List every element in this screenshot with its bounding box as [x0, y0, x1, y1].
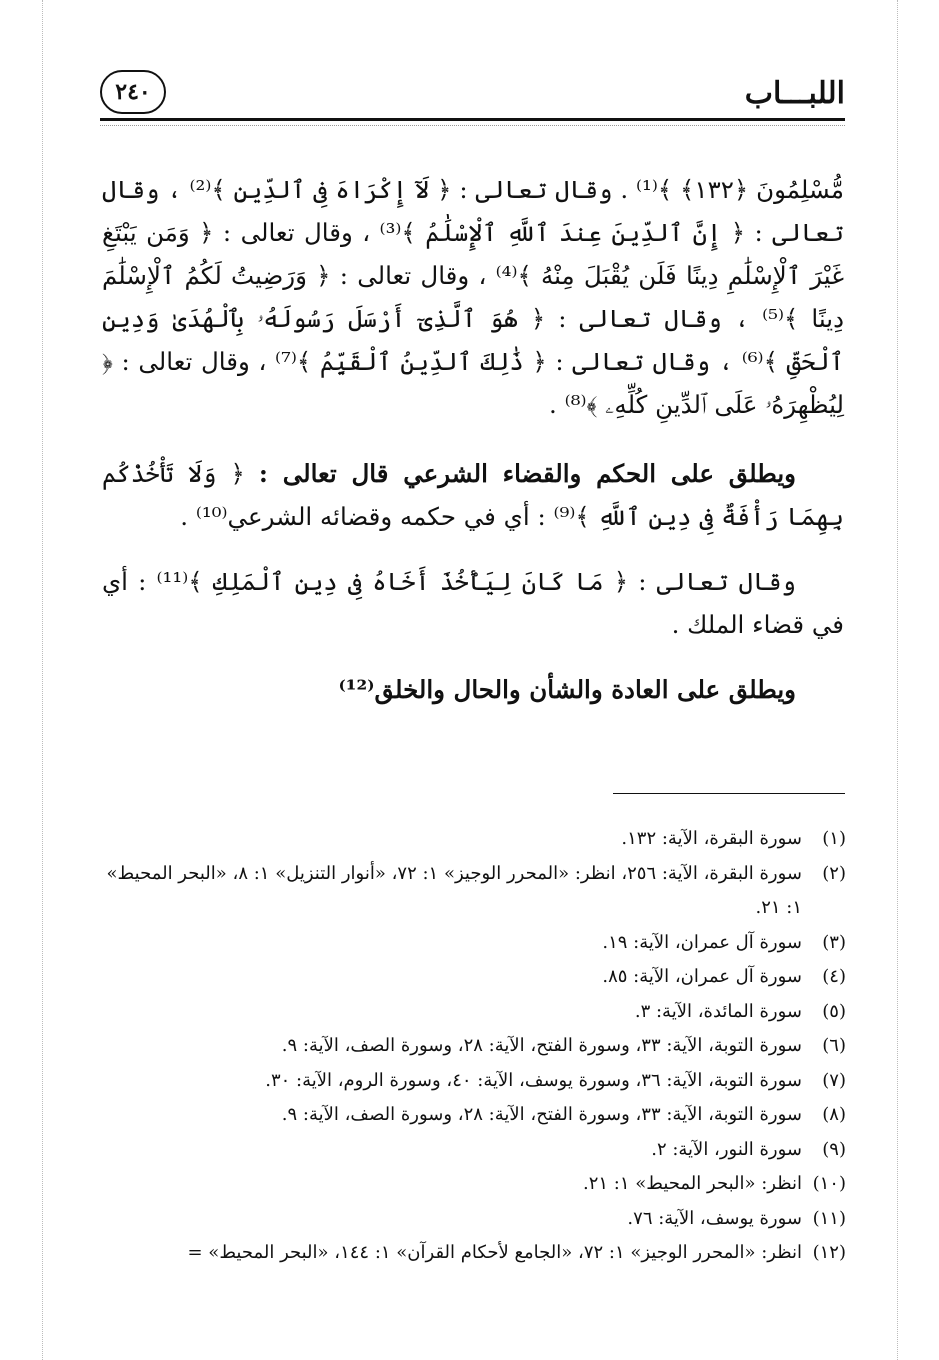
footnote-item: [102, 960, 852, 995]
footnote-item: [102, 1202, 852, 1237]
footnote-number: (٨): [822, 1104, 846, 1125]
footnote-text: سورة يوسف، الآية: ٧٦.: [627, 1207, 802, 1229]
footnote-number: (٣): [822, 931, 846, 953]
page-header: [100, 62, 845, 122]
footnote-number: (٤): [822, 966, 846, 987]
main-text: [102, 168, 844, 733]
footnote-text: سورة البقرة، الآية: ٢٥٦، انظر: «المحرر الوجيز» ١: ٧٢، «أنوار التنزيل» ١: ٨، «البحر المحيط» ١: ٢١.: [106, 862, 802, 918]
paragraph-custom: ويطلق على العادة والشأن والحال والخلق⁽¹²⁾: [338, 675, 796, 704]
footnote-number: (٢): [822, 862, 846, 884]
footnote-separator: [613, 793, 845, 794]
paragraph-king: وقال تعالى : ﴿ مَا كَانَ لِيَأْخُذَ أَخَاهُ فِى دِينِ ٱلْمَلِكِ ﴾⁽¹¹⁾ : أي في قضاء الملك .: [102, 567, 844, 639]
margin-guide-left: [42, 0, 43, 1360]
header-rule: [100, 118, 845, 121]
footnote-text: سورة التوبة، الآية: ٣٣، وسورة الفتح، الآية: ٢٨، وسورة الصف، الآية: ٩.: [281, 1104, 802, 1125]
footnote-item: [102, 926, 852, 961]
footnote-number: (١٢): [812, 1242, 846, 1263]
footnote-item: [102, 822, 852, 857]
footnote-number: (٥): [822, 1000, 846, 1022]
footnote-number: (٧): [822, 1069, 846, 1091]
page-number-badge: ٢٤٠: [100, 70, 166, 114]
footnote-text: سورة النور، الآية: ٢.: [651, 1138, 802, 1160]
footnote-number: (٩): [822, 1138, 846, 1160]
footnote-number: (١٠): [812, 1173, 846, 1194]
footnote-text: سورة التوبة، الآية: ٣٦، وسورة يوسف، الآية: ٤٠، وسورة الروم، الآية: ٣٠.: [265, 1069, 802, 1091]
footnote-text: انظر: «المحرر الوجيز» ١: ٧٢، «الجامع لأحكام القرآن» ١: ١٤٤، «البحر المحيط» =: [187, 1242, 802, 1263]
footnote-item: [102, 857, 852, 926]
footnote-item: [102, 1098, 852, 1133]
footnote-text: سورة آل عمران، الآية: ٨٥.: [602, 966, 802, 987]
footnote-number: (١): [822, 828, 846, 849]
footnote-number: (٦): [822, 1035, 846, 1056]
footnote-text: انظر: «البحر المحيط» ١: ٢١.: [582, 1173, 802, 1194]
running-title: اللبـــاب: [744, 76, 845, 111]
footnote-text: سورة البقرة، الآية: ١٣٢.: [621, 828, 802, 849]
footnotes: [102, 822, 852, 1271]
footnote-item: [102, 1029, 852, 1064]
paragraph-judgment: [102, 452, 844, 538]
footnote-item: [102, 1064, 852, 1099]
footnote-item: [102, 1133, 852, 1168]
margin-guide-right: [897, 0, 898, 1360]
header-rule-dotted: [100, 125, 845, 126]
footnote-number: (١١): [812, 1207, 846, 1229]
paragraph-quran-citations: مُّسْلِمُونَ ﴿١٣٢﴾ ﴾⁽¹⁾ . وقال تعالى : ﴿ لَآ إِكْرَاهَ فِى ٱلدِّينِ ﴾⁽²⁾ ، وقال تعالى : ﴿ إِنَّ ٱلدِّينَ عِندَ ٱللَّهِ ٱلْإِسْلَٰمُ ﴾⁽³⁾ ، وقال تعالى : ﴿ وَمَن يَبْتَغِ غَيْرَ ٱلْإِسْلَٰمِ دِينًا فَلَن يُقْبَلَ مِنْهُ ﴾⁽⁴⁾ ، وقال تعالى : ﴿ وَرَضِيتُ لَكُمُ ٱلْإِسْلَٰمَ دِينًا ﴾⁽⁵⁾ ، وقال تعالى : ﴿ هُوَ ٱلَّذِىٓ أَرْسَلَ رَسُولَهُۥ بِٱلْهُدَىٰ وَدِينِ ٱلْحَقِّ ﴾⁽⁶⁾ ، وقال تعالى : ﴿ ذَٰلِكَ ٱلدِّينُ ٱلْقَيِّمُ ﴾⁽⁷⁾ ، وقال تعالى : ﴿ لِيُظْهِرَهُۥ عَلَى ٱلدِّينِ كُلِّهِۦ ﴾⁽⁸⁾ .: [102, 175, 845, 419]
footnote-text: سورة آل عمران، الآية: ١٩.: [602, 931, 802, 953]
footnote-item: [102, 1167, 852, 1202]
footnote-text: سورة المائدة، الآية: ٣.: [634, 1000, 802, 1022]
paragraph-judgment-lead: ويطلق على الحكم والقضاء الشرعي قال تعالى :: [258, 459, 796, 488]
paragraph-judgment-rest: ﴿ وَلَا تَأْخُذْكُم بِهِمَا رَأْفَةٌ فِى دِينِ ٱللَّهِ ﴾⁽⁹⁾ : أي في حكمه وقضائه الشرعي⁽¹⁰⁾ .: [102, 459, 844, 531]
footnote-item: [102, 995, 852, 1030]
footnote-text: سورة التوبة، الآية: ٣٣، وسورة الفتح، الآية: ٢٨، وسورة الصف، الآية: ٩.: [281, 1035, 802, 1056]
footnote-item: [102, 1236, 852, 1271]
